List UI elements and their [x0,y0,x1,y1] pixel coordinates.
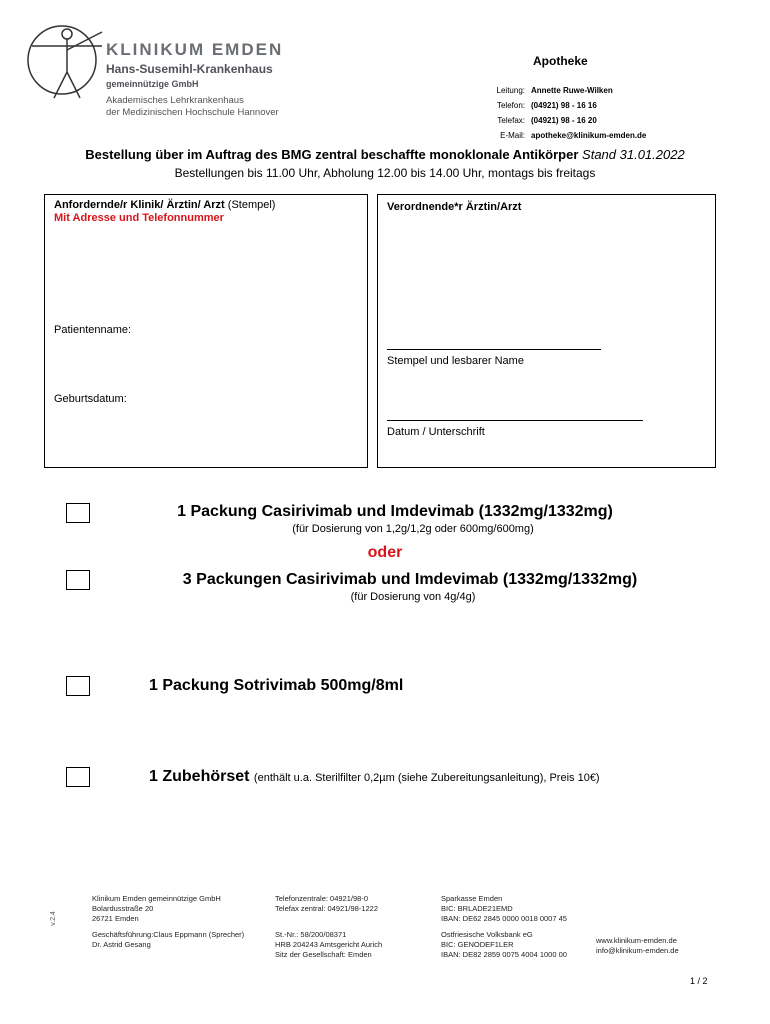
doctor-heading: Verordnende*r Ärztin/Arzt [387,201,522,213]
footer-line: Dr. Astrid Gesang [92,940,151,949]
option-1-sub: (für Dosierung von 1,2g/1,2g oder 600mg/600mg) [292,523,534,535]
option-2-sub: (für Dosierung von 4g/4g) [350,591,476,603]
footer-line: Ostfriesische Volksbank eG [441,930,533,939]
footer-website-link[interactable]: www.klinikum-emden.de [596,936,677,945]
title-main: Bestellung über im Auftrag des BMG zentral beschaffte monoklonale Antikörper [85,147,579,162]
footer-line: Sparkasse Emden [441,894,503,903]
document-title [0,147,770,162]
logo-legal-form: gemeinnützige GmbH [106,79,199,89]
date-label: Datum / Unterschrift [387,426,485,438]
prescribing-doctor-box[interactable] [377,194,716,468]
option-4-label: 1 Zubehörset [149,768,250,785]
footer-phone [275,894,382,960]
patient-name-label: Patientenname: [54,324,132,336]
footer-line: Telefax zentral: 04921/98-1222 [275,904,378,913]
clinic-heading [54,199,275,211]
footer-line: HRB 204243 Amtsgericht Aurich [275,940,383,949]
department-title: Apotheke [533,54,588,68]
option-1-label: 1 Packung Casirivimab und Imdevimab (1332mg/1332mg) [177,503,613,520]
contact-value: apotheke@klinikum-emden.de [531,131,647,140]
contact-key: Telefax: [497,116,525,125]
option-4-row [149,768,600,786]
date-signature-line [387,420,643,421]
page-number: 1 / 2 [690,976,708,986]
oder-separator: oder [367,544,403,561]
requesting-clinic-box[interactable] [44,194,368,468]
affiliation-line-2: der Medizinischen Hochschule Hannover [106,107,279,118]
option-4-sub: (enthält u.a. Sterilfilter 0,2µm (siehe Zubereitungsanleitung), Preis 10€) [253,772,600,784]
birth-date-label: Geburtsdatum: [54,393,127,405]
document-subtitle: Bestellungen bis 11.00 Uhr, Abholung 12.00 bis 14.00 Uhr, montags bis freitags [174,166,596,180]
contact-value: Annette Ruwe-Wilken [531,86,613,95]
contact-row [470,128,646,143]
contact-block [470,83,646,143]
clinic-note: Mit Adresse und Telefonnummer [54,212,224,224]
affiliation-line-1: Akademisches Lehrkrankenhaus [106,95,244,106]
footer-web [596,936,679,956]
footer-line: 26721 Emden [92,914,139,923]
footer-line: IBAN: DE82 2859 0075 4004 1000 00 [441,950,567,959]
option-3-checkbox[interactable] [66,676,90,696]
contact-row [470,83,646,98]
contact-row [470,98,646,113]
contact-value: (04921) 98 - 16 16 [531,101,597,110]
footer-company [92,894,244,950]
footer-line: IBAN: DE62 2845 0000 0018 0007 45 [441,914,567,923]
contact-value: (04921) 98 - 16 20 [531,116,597,125]
contact-key: Leitung: [496,86,525,95]
footer-bank [441,894,567,960]
logo-affiliation [106,95,279,119]
stamp-signature-line [387,349,601,350]
contact-key: E-Mail: [500,131,525,140]
logo-subtitle: Hans-Susemihl-Krankenhaus [106,62,273,76]
clinic-heading-bold: Anfordernde/r Klinik/ Ärztin/ Arzt [54,199,225,211]
stamp-label: Stempel und lesbarer Name [387,355,524,367]
footer-line: BIC: BRLADE21EMD [441,904,513,913]
footer-email-link[interactable]: info@klinikum-emden.de [596,946,679,955]
title-stand: Stand 31.01.2022 [582,147,685,162]
option-2-label: 3 Packungen Casirivimab und Imdevimab (1332mg/1332mg) [182,571,638,588]
contact-key: Telefon: [496,101,525,110]
contact-row [470,113,646,128]
footer-line: Telefonzentrale: 04921/98-0 [275,894,368,903]
logo-title: KLINIKUM EMDEN [106,40,284,59]
footer-line: BIC: GENODEF1LER [441,940,514,949]
logo-figure-icon [22,22,107,100]
footer-line: Bolardusstraße 20 [92,904,154,913]
option-3-label: 1 Packung Sotrivimab 500mg/8ml [149,677,404,694]
footer-line: St.-Nr.: 58/200/08371 [275,930,347,939]
footer-line: Sitz der Gesellschaft: Emden [275,950,372,959]
option-4-checkbox[interactable] [66,767,90,787]
version-tag: v.2.4 [49,911,57,926]
footer-line: Geschäftsführung:Claus Eppmann (Sprecher) [92,930,245,939]
footer-line: Klinikum Emden gemeinnützige GmbH [92,894,221,903]
clinic-heading-normal: (Stempel) [227,199,276,211]
